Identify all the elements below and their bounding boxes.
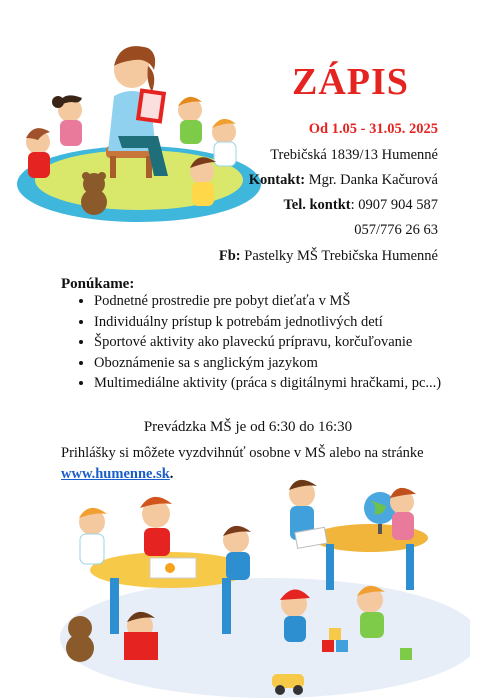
fb-label: Fb: — [218, 248, 241, 264]
offers-list — [60, 291, 484, 394]
tel-line — [283, 197, 438, 214]
list-item: • Podnetné prostredie pre pobyt dieťaťa v MŠ — [94, 291, 484, 312]
tel-value-2: 057/776 26 63 — [354, 222, 438, 238]
application-text: Prihlášky si môžete vyzdvihnúť osobne v MŠ alebo na stránke — [61, 445, 424, 461]
list-item: • Športové aktivity ako plaveckú prípravu, korčuľovanie — [94, 332, 484, 353]
teacher-reading-illustration — [14, 26, 264, 224]
application-end: . — [169, 466, 174, 482]
contact-label: Kontakt: — [248, 172, 306, 188]
contact-value: Mgr. Danka Kačurová — [305, 172, 438, 188]
fb-value: Pastelky MŠ Trebičska Humenné — [240, 248, 438, 264]
contact-line — [249, 172, 438, 189]
enrollment-dates: Od 1.05 - 31.05. 2025 — [308, 121, 438, 137]
tel-value: : 0907 904 587 — [350, 197, 438, 213]
website-link[interactable]: www.humenne.sk — [61, 466, 170, 482]
list-item: • Oboznámenie sa s anglickým jazykom — [94, 353, 484, 374]
list-item: • Individuálny prístup k potrebám jednotlivých detí — [94, 312, 484, 333]
facebook-line — [219, 248, 438, 265]
address: Trebičská 1839/13 Humenné — [270, 147, 438, 163]
page-title: ZÁPIS — [292, 61, 409, 103]
list-item: • Multimediálne aktivity (práca s digitálnymi hračkami, pc...) — [94, 373, 484, 394]
opening-hours: Prevádzka MŠ je od 6:30 do 16:30 — [143, 419, 353, 435]
offers-heading: Ponúkame: — [61, 276, 135, 292]
children-playing-illustration — [40, 478, 470, 700]
tel-label: Tel. kontkt — [283, 197, 351, 213]
